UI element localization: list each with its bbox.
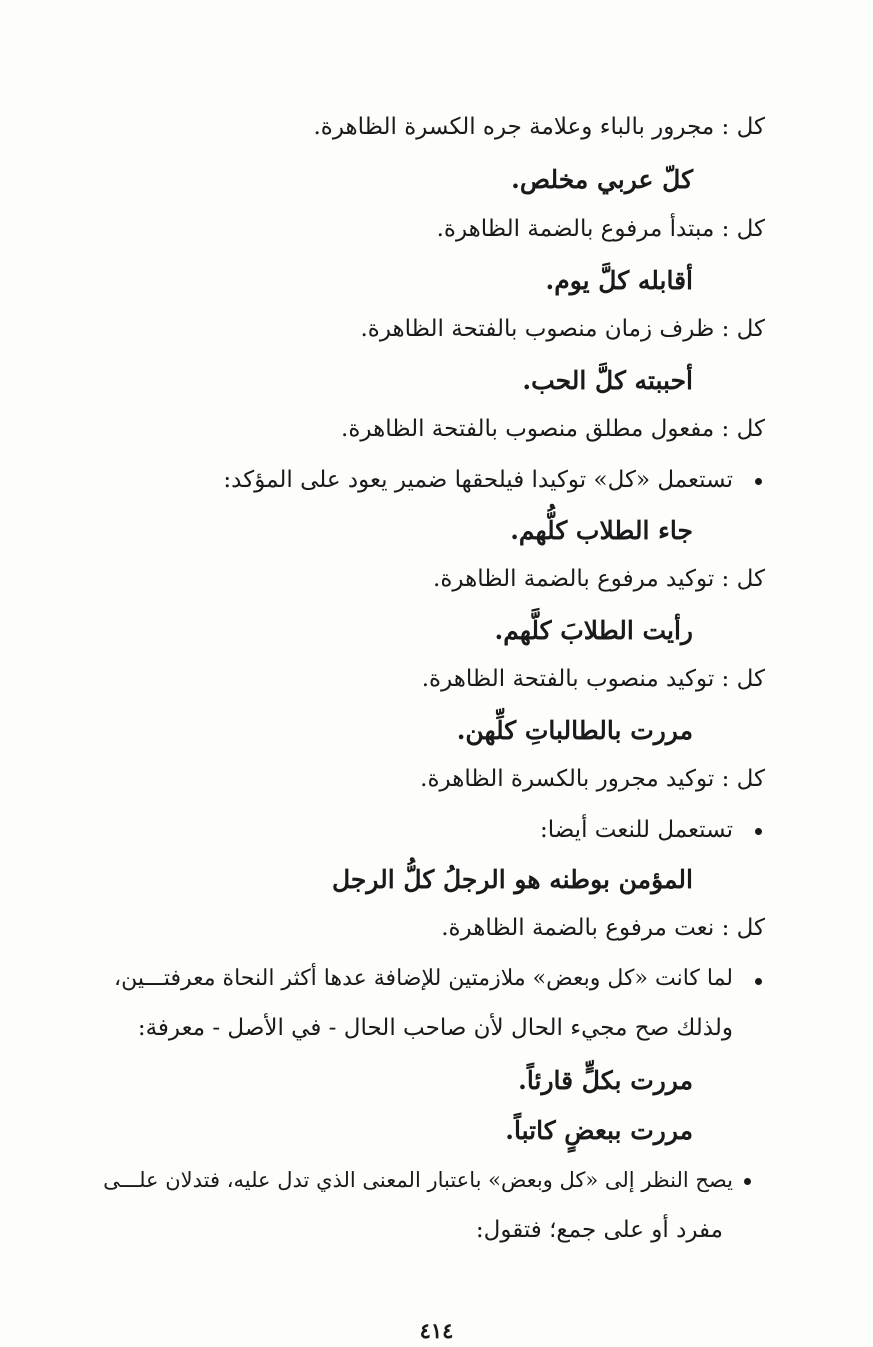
text-line: كل : توكيد منصوب بالفتحة الظاهرة.: [421, 666, 765, 692]
bullet-text-line: لما كانت «كل وبعض» ملازمتين للإضافة عدها أكثر النحاة معرفتـــين،: [114, 966, 733, 991]
example-line: جاء الطلاب كلُّهم.: [510, 516, 693, 545]
example-line: مررت ببعضٍ كاتباً.: [505, 1116, 693, 1145]
example-line: كلّ عربي مخلص.: [511, 165, 693, 194]
text-line: كل : مجرور بالباء وعلامة جره الكسرة الظاهرة.: [313, 114, 765, 140]
text-line: مفرد أو على جمع؛ فتقول:: [475, 1217, 723, 1243]
bullet-icon: [755, 828, 762, 835]
text-line: كل : مفعول مطلق منصوب بالفتحة الظاهرة.: [341, 416, 765, 442]
example-line: مررت بكلٍّ قارئاً.: [518, 1066, 693, 1095]
text-line: كل : توكيد مرفوع بالضمة الظاهرة.: [433, 566, 765, 592]
bullet-icon: [755, 978, 762, 985]
text-line: ولذلك صح مجيء الحال لأن صاحب الحال - في الأصل - معرفة:: [137, 1015, 733, 1041]
page-number: ٤١٤: [419, 1318, 454, 1343]
example-line: مررت بالطالباتِ كلِّهن.: [456, 716, 693, 745]
bullet-icon: [755, 478, 762, 485]
example-line: رأيت الطلابَ كلَّهم.: [494, 616, 693, 645]
example-line: المؤمن بوطنه هو الرجلُ كلُّ الرجل: [331, 865, 693, 894]
example-line: أحببته كلَّ الحب.: [522, 366, 693, 395]
bullet-text-line: يصح النظر إلى «كل وبعض» باعتبار المعنى الذي تدل عليه، فتدلان علـــى: [103, 1168, 733, 1192]
text-line: كل : ظرف زمان منصوب بالفتحة الظاهرة.: [360, 316, 765, 342]
bullet-text-line: تستعمل للنعت أيضا:: [539, 817, 733, 843]
bullet-text-line: تستعمل «كل» توكيدا فيلحقها ضمير يعود على المؤكد:: [223, 467, 733, 493]
text-line: كل : توكيد مجرور بالكسرة الظاهرة.: [420, 766, 765, 792]
bullet-icon: [744, 1178, 751, 1185]
example-line: أقابله كلَّ يوم.: [545, 266, 693, 295]
text-line: كل : مبتدأ مرفوع بالضمة الظاهرة.: [436, 216, 765, 242]
text-line: كل : نعت مرفوع بالضمة الظاهرة.: [441, 915, 765, 941]
